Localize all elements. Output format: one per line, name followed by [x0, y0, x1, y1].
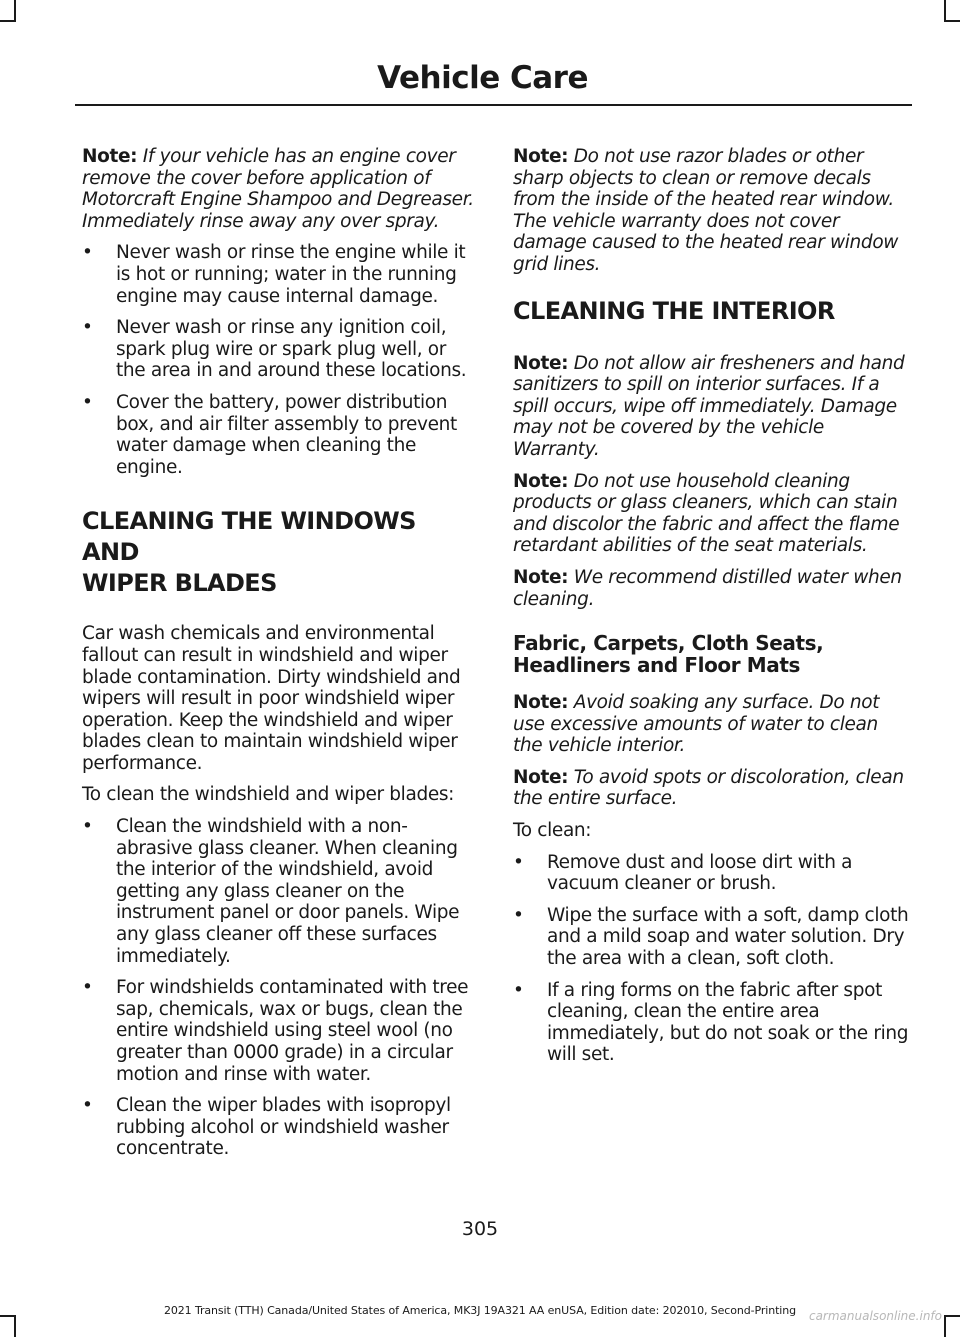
note-air-fresheners: Note: Do not allow air fresheners and hand sanitizers to spill on interior surfaces. If a spill occurs, wipe off immediately. Damage may not be covered by the vehicle Warranty.	[513, 352, 905, 460]
paragraph: To clean:	[513, 820, 592, 842]
fabric-cleaning-list	[513, 852, 911, 1066]
list-item: • Never wash or rinse the engine while it is hot or running; water in the running engine may cause internal damage.	[82, 242, 480, 307]
list-item: • Never wash or rinse any ignition coil, spark plug wire or spark plug well, or the area in and around these locations.	[82, 317, 480, 382]
note-distilled-water: Note: We recommend distilled water when cleaning.	[513, 566, 902, 610]
note-razor-blades: Note: Do not use razor blades or other sharp objects to clean or remove decals from the inside of the heated rear window. The vehicle warranty does not cover damage caused to the heated rear window grid lines.	[513, 146, 899, 275]
list-item: • Clean the wiper blades with isopropyl rubbing alcohol or windshield washer concentrate.	[82, 1095, 480, 1160]
paragraph: To clean the windshield and wiper blades:	[82, 784, 455, 806]
footer-edition: 2021 Transit (TTH) Canada/United States of America, MK3J 19A321 AA enUSA, Edition date: 202010, Second-Printing	[163, 1304, 797, 1317]
windshield-cleaning-list	[82, 816, 480, 1160]
section-heading-windows: CLEANING THE WINDOWS AND WIPER BLADES	[82, 507, 416, 598]
crop-mark	[14, 0, 16, 22]
header-divider	[75, 104, 912, 106]
list-item: • Wipe the surface with a soft, damp cloth and a mild soap and water solution. Dry the area with a clean, soft cloth.	[513, 905, 911, 970]
list-item: • Clean the windshield with a non-abrasive glass cleaner. When cleaning the interior of the windshield, avoid getting any glass cleaner on the instrument panel or door panels. Wipe any glass cleaner off these surfaces immediately.	[82, 816, 480, 967]
list-item: • For windshields contaminated with tree sap, chemicals, wax or bugs, clean the entire windshield using steel wool (no greater than 0000 grade) in a circular motion and rinse with water.	[82, 977, 480, 1085]
note-spots: Note: To avoid spots or discoloration, clean the entire surface.	[513, 766, 904, 810]
note-engine-cover: Note: If your vehicle has an engine cover remove the cover before application of Motorcraft Engine Shampoo and Degreaser. Immediately rinse away any over spray.	[82, 146, 474, 232]
right-column	[513, 146, 911, 1076]
paragraph: Car wash chemicals and environmental fallout can result in windshield and wiper blade contamination. Dirty windshield and wipers will result in poor windshield wiper operation. Keep the windshield and wiper blades clean to maintain windshield wiper performance.	[82, 623, 461, 774]
note-avoid-soaking: Note: Avoid soaking any surface. Do not use excessive amounts of water to clean the vehicle interior.	[513, 692, 880, 757]
note-household-cleaners: Note: Do not use household cleaning products or glass cleaners, which can stain and discolor the fabric and affect the flame retardant abilities of the seat materials.	[513, 470, 900, 557]
left-column	[82, 146, 480, 1170]
list-item: • Cover the battery, power distribution box, and air filter assembly to prevent water damage when cleaning the engine.	[82, 392, 480, 478]
subheading-fabric: Fabric, Carpets, Cloth Seats, Headliners and Floor Mats	[513, 631, 824, 678]
crop-mark	[944, 1315, 946, 1337]
page-title: Vehicle Care	[377, 60, 588, 96]
crop-mark	[944, 0, 946, 22]
crop-mark	[14, 1315, 16, 1337]
list-item: • If a ring forms on the fabric after spot cleaning, clean the entire area immediately, but do not soak or the ring will set.	[513, 980, 911, 1066]
crop-mark	[944, 20, 960, 22]
crop-mark	[0, 20, 16, 22]
watermark: carmanualsonline.info	[808, 1309, 942, 1323]
list-item: • Remove dust and loose dirt with a vacuum cleaner or brush.	[513, 852, 911, 895]
section-heading-interior: CLEANING THE INTERIOR	[513, 296, 835, 325]
engine-wash-list	[82, 242, 480, 478]
page-number: 305	[461, 1218, 499, 1240]
